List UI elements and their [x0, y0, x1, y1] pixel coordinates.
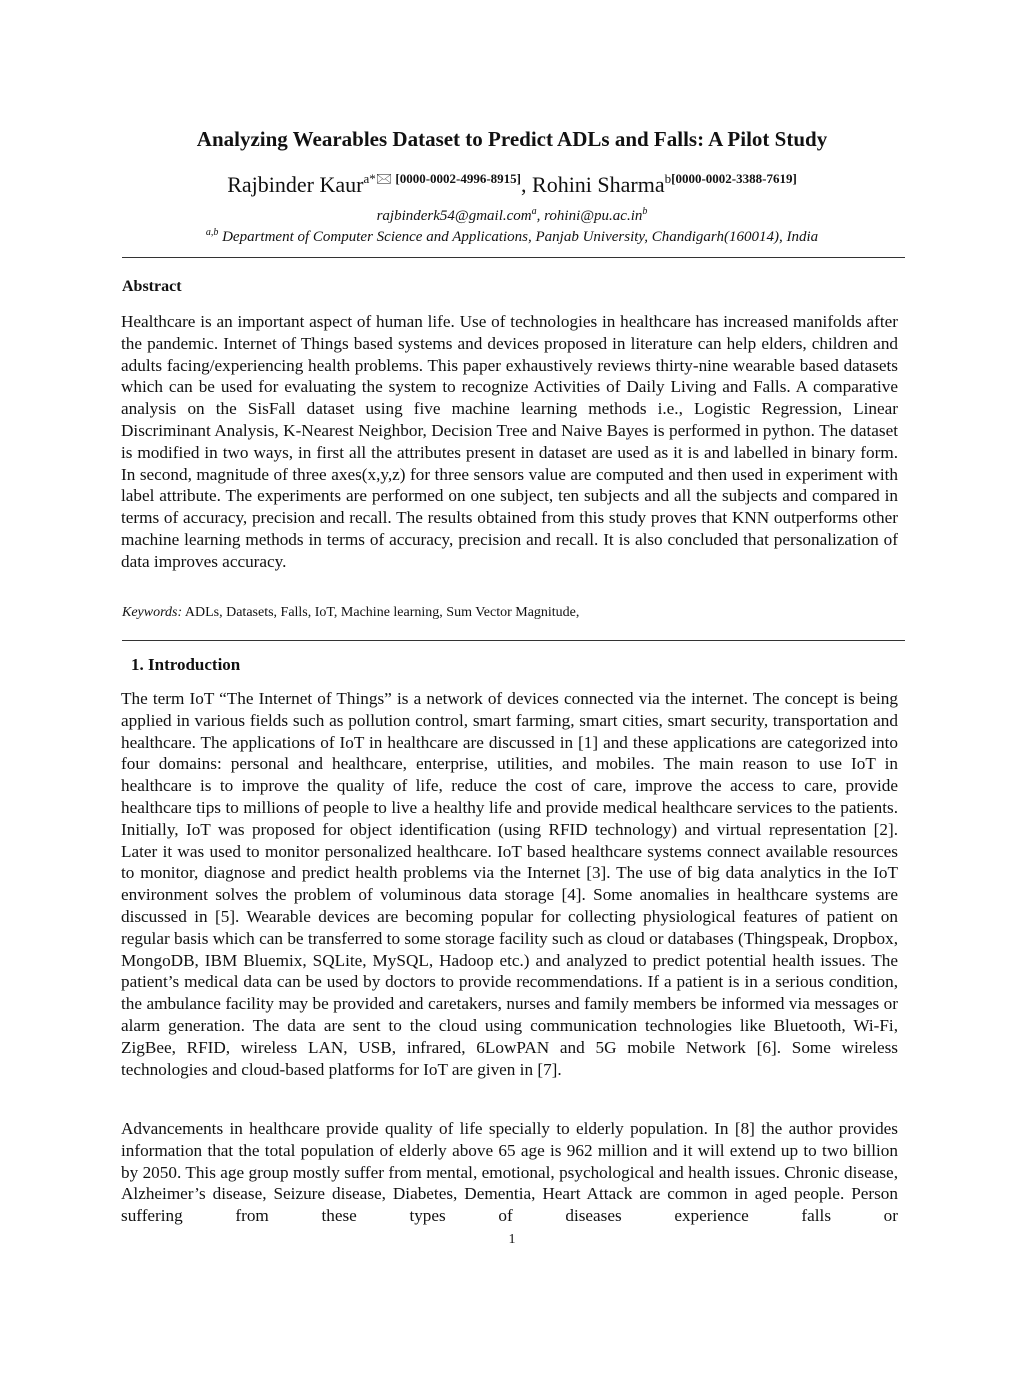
author-1-marks [363, 171, 521, 186]
email-1-sup: a [531, 206, 537, 217]
author-2-sup: b [664, 171, 672, 186]
email-2[interactable]: rohini@pu.ac.in [544, 208, 643, 224]
introduction-paragraph-2: Advancements in healthcare provide quality of life specially to elderly population. In [8] the author provides information that the total population of elderly above 65 age is 962 million and it will extend up to two billion by 2050. This age group mostly suffer from mental, emotional, psychological and health issues. Chronic disease, Alzheimer’s disease, Seizure disease, Diabetes, Dementia, Heart Attack are common in aged people. Person suffering from these types of diseases experience falls or [121, 1119, 898, 1226]
section-heading-introduction: 1. Introduction [131, 655, 241, 674]
keywords-line [122, 605, 579, 621]
keywords-text: ADLs, Datasets, Falls, IoT, Machine learning, Sum Vector Magnitude, [182, 605, 580, 620]
author-1-orcid: [0000-0002-4996-8915] [392, 171, 522, 186]
author-separator: , [521, 172, 533, 197]
keywords-label: Keywords: [122, 605, 183, 620]
header-divider [122, 257, 905, 258]
page-number: 1 [508, 1232, 516, 1247]
email-line [0, 206, 1024, 225]
affiliation-sup: a,b [205, 227, 219, 238]
author-line [0, 168, 1024, 198]
email-1[interactable]: rajbinderk54@gmail.com [376, 208, 532, 224]
affiliation [0, 227, 1024, 246]
email-2-sup: b [642, 206, 648, 217]
author-2-name: Rohini Sharma [532, 172, 665, 197]
abstract-text: Healthcare is an important aspect of human life. Use of technologies in healthcare has increased manifolds after the pandemic. Internet of Things based systems and devices proposed in literature can help elders, children and adults facing/experiencing health problems. This paper exhaustively reviews thirty-nine wearable based datasets which can be used for evaluating the system to recognize Activities of Daily Living and Falls. A comparative analysis on the SisFall dataset using five machine learning methods i.e., Logistic Regression, Linear Discriminant Analysis, K-Nearest Neighbor, Decision Tree and Naive Bayes is performed in python. The dataset is modified in two ways, in first all the attributes present in dataset are used as it is and labelled in binary form. In second, magnitude of three axes(x,y,z) for three sensors value are computed and then used in experiment with label attribute. The experiments are performed on one subject, ten subjects and all the subjects and compared in terms of accuracy, precision and recall. The results obtained from this study proves that KNN outperforms other machine learning methods in terms of accuracy, precision and recall. It is also concluded that personalization of data improves accuracy. [121, 312, 898, 571]
abstract-divider [122, 640, 905, 641]
affiliation-text: Department of Computer Science and Applications, Panjab University, Chandigarh(160014), India [218, 229, 819, 245]
envelope-icon: 🖂 [375, 172, 393, 187]
author-2-orcid: [0000-0002-3388-7619] [671, 171, 797, 186]
paper-title: Analyzing Wearables Dataset to Predict ADLs and Falls: A Pilot Study [196, 127, 828, 151]
abstract-heading: Abstract [122, 278, 182, 295]
email-separator: , [536, 208, 545, 224]
author-2-marks [665, 171, 797, 186]
author-1-name: Rajbinder Kaur [227, 172, 364, 197]
introduction-paragraph-1: The term IoT “The Internet of Things” is a network of devices connected via the internet. The concept is being applied in various fields such as pollution control, smart farming, smart cities, smart security, transportation and healthcare. The applications of IoT in healthcare are discussed in [1] and these applications are categorized into four domains: personal and healthcare, enterprise, utilities, and mobiles. The main reason to use IoT in healthcare is to improve the quality of life, reduce the cost of care, improve the access to care, provide healthcare tips to millions of people to live a healthy life and provide medical healthcare services to the patients. Initially, IoT was proposed for object identification (using RFID technology) and virtual representation [2]. Later it was used to monitor personalized healthcare. IoT based healthcare systems connect available resources to monitor, diagnose and predict health problems via the Internet [3]. The use of big data analytics in the IoT environment solves the problem of voluminous data storage [4]. Some anomalies in healthcare systems are discussed in [5]. Wearable devices are becoming popular for collecting physiological features of patient on regular basis which can be transferred to some storage facility such as cloud or databases (Thingspeak, Dropbox, MongoDB, IBM Bluemix, SQLite, MySQL, Hadoop etc.) and analyzed to predict potential health issues. The patient’s medical data can be used by doctors to provide recommendations. If a patient is in a serious condition, the ambulance facility may be provided and caretakers, nurses and family members be informed via messages or alarm generation. The data are sent to the cloud using communication technologies like Bluetooth, Wi-Fi, ZigBee, RFID, wireless LAN, USB, infrared, 6LowPAN and 5G mobile Network [6]. Some wireless technologies and cloud-based platforms for IoT are given in [7]. [121, 689, 898, 1079]
author-1-sup: a* [363, 171, 376, 186]
